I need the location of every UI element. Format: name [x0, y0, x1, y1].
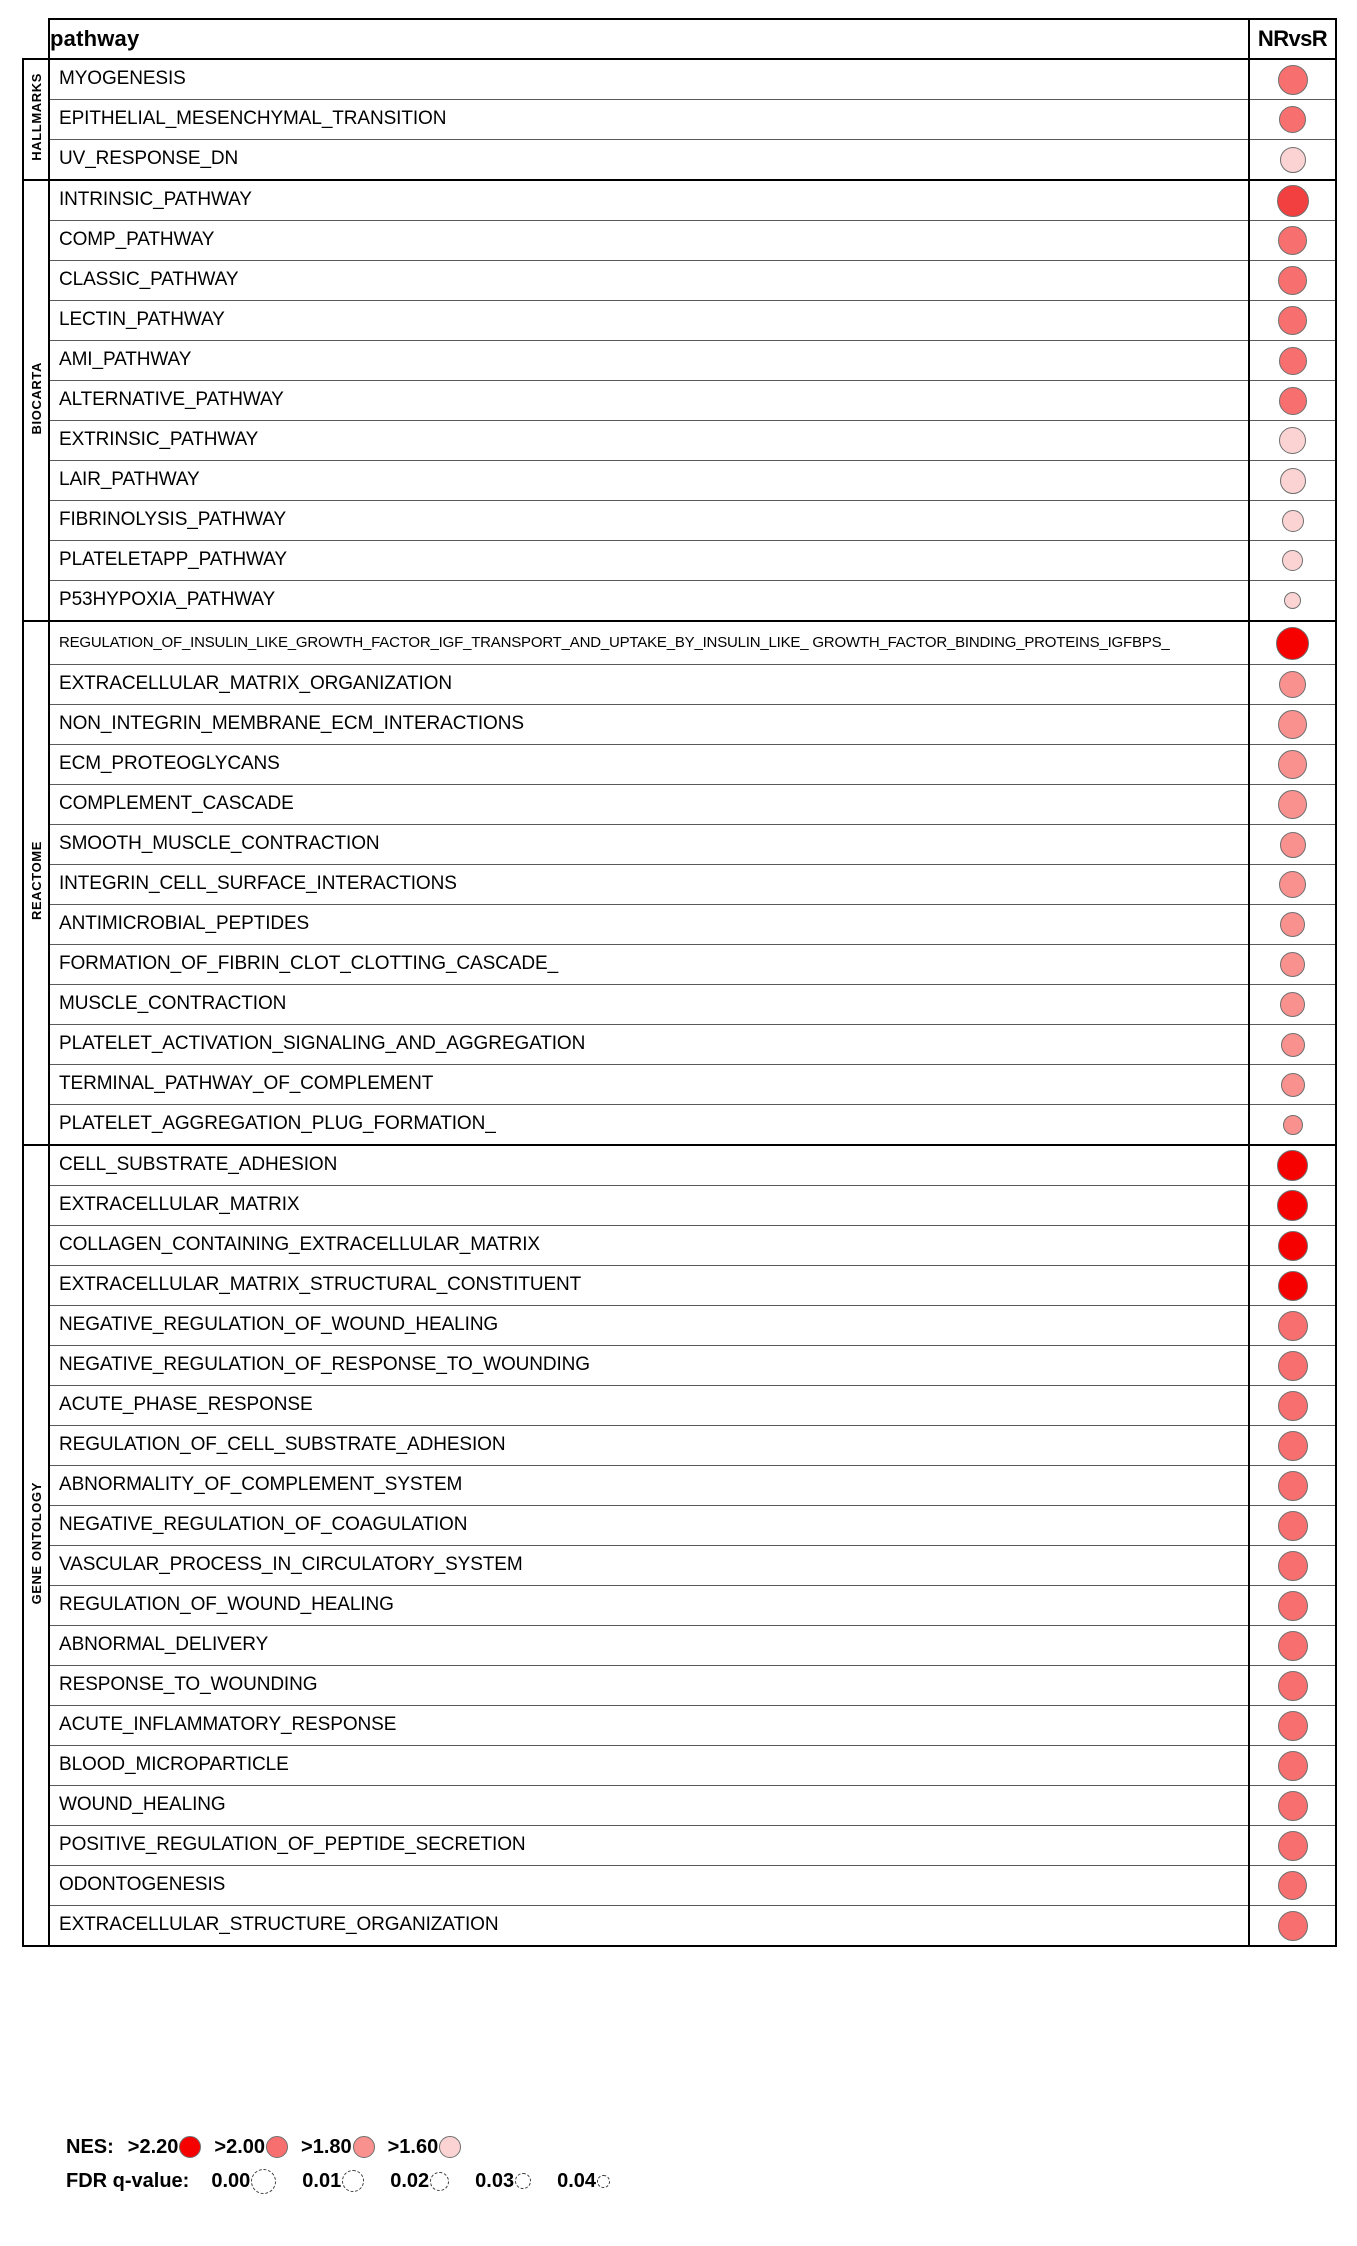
legend-nes-swatch — [353, 2136, 375, 2158]
nes-bubble-marker — [1278, 1391, 1308, 1421]
table-row — [23, 1546, 1336, 1586]
nrvsr-bubble-cell — [1249, 1826, 1336, 1866]
legend-fdr-value: 0.02 — [390, 2169, 430, 2192]
category-label-hallmarks — [23, 59, 49, 180]
nrvsr-bubble-cell — [1249, 140, 1336, 181]
nes-bubble-marker — [1278, 1271, 1308, 1301]
pathway-name-cell: ECM_PROTEOGLYCANS — [49, 745, 1249, 785]
nes-bubble-marker — [1279, 347, 1307, 375]
pathway-name-cell: ALTERNATIVE_PATHWAY — [49, 381, 1249, 421]
pathway-name-cell: COLLAGEN_CONTAINING_EXTRACELLULAR_MATRIX — [49, 1226, 1249, 1266]
nes-bubble-marker — [1279, 871, 1306, 898]
nes-bubble-marker — [1279, 671, 1306, 698]
legend-fdr-value: 0.04 — [557, 2169, 597, 2192]
legend-fdr-size-marker — [597, 2175, 610, 2188]
nes-bubble-marker — [1279, 106, 1306, 133]
nrvsr-bubble-cell — [1249, 1145, 1336, 1186]
pathway-name-cell: WOUND_HEALING — [49, 1786, 1249, 1826]
pathway-name-cell: PLATELETAPP_PATHWAY — [49, 541, 1249, 581]
nes-bubble-marker — [1278, 1431, 1308, 1461]
nes-bubble-marker — [1278, 65, 1308, 95]
table-row — [23, 180, 1336, 221]
pathway-name-cell: CLASSIC_PATHWAY — [49, 261, 1249, 301]
table-row — [23, 1426, 1336, 1466]
nrvsr-bubble-cell — [1249, 1186, 1336, 1226]
pathway-name-cell: NON_INTEGRIN_MEMBRANE_ECM_INTERACTIONS — [49, 705, 1249, 745]
pathway-bubble-table — [22, 18, 1337, 1947]
nrvsr-bubble-cell — [1249, 180, 1336, 221]
nrvsr-bubble-cell — [1249, 665, 1336, 705]
legend-nes-value: >2.00 — [214, 2135, 266, 2158]
table-row — [23, 1666, 1336, 1706]
nrvsr-bubble-cell — [1249, 945, 1336, 985]
nes-bubble-marker — [1278, 266, 1307, 295]
legend-nes-item — [128, 2136, 202, 2159]
pathway-name-cell: BLOOD_MICROPARTICLE — [49, 1746, 1249, 1786]
nrvsr-bubble-cell — [1249, 341, 1336, 381]
legend-fdr-items — [211, 2169, 636, 2194]
table-row — [23, 665, 1336, 705]
legend-nes-item — [301, 2136, 375, 2159]
column-header-pathway: pathway — [49, 19, 1249, 59]
table-row — [23, 140, 1336, 181]
nes-bubble-marker — [1281, 1073, 1305, 1097]
pathway-name-cell: PLATELET_ACTIVATION_SIGNALING_AND_AGGREGATION — [49, 1025, 1249, 1065]
nrvsr-bubble-cell — [1249, 1666, 1336, 1706]
legend-fdr-size-marker — [430, 2172, 449, 2191]
nrvsr-bubble-cell — [1249, 461, 1336, 501]
table-row — [23, 1866, 1336, 1906]
nes-bubble-marker — [1278, 1591, 1308, 1621]
nrvsr-bubble-cell — [1249, 1706, 1336, 1746]
legend-nes-value: >2.20 — [127, 2135, 179, 2158]
legend-fdr-item — [557, 2170, 610, 2193]
pathway-name-cell: RESPONSE_TO_WOUNDING — [49, 1666, 1249, 1706]
table-row — [23, 1186, 1336, 1226]
pathway-name-cell: INTEGRIN_CELL_SURFACE_INTERACTIONS — [49, 865, 1249, 905]
legend-fdr-item — [475, 2170, 531, 2193]
pathway-name-cell: EXTRACELLULAR_MATRIX_STRUCTURAL_CONSTITUENT — [49, 1266, 1249, 1306]
nrvsr-bubble-cell — [1249, 1866, 1336, 1906]
pathway-name-cell: MYOGENESIS — [49, 59, 1249, 100]
nrvsr-bubble-cell — [1249, 501, 1336, 541]
table-row — [23, 1626, 1336, 1666]
pathway-name-cell: ACUTE_PHASE_RESPONSE — [49, 1386, 1249, 1426]
nes-bubble-marker — [1277, 185, 1309, 217]
legend-nes-item — [388, 2136, 462, 2159]
pathway-name-cell: REGULATION_OF_CELL_SUBSTRATE_ADHESION — [49, 1426, 1249, 1466]
legend-nes-value: >1.80 — [301, 2135, 352, 2158]
nes-bubble-marker — [1280, 912, 1305, 937]
nrvsr-bubble-cell — [1249, 621, 1336, 665]
pathway-name-cell: EXTRINSIC_PATHWAY — [49, 421, 1249, 461]
legend-fdr-value: 0.03 — [475, 2169, 515, 2192]
table-row — [23, 261, 1336, 301]
nes-bubble-marker — [1278, 790, 1307, 819]
table-row — [23, 341, 1336, 381]
nrvsr-bubble-cell — [1249, 905, 1336, 945]
legend-nes-items — [128, 2136, 474, 2159]
table-row — [23, 100, 1336, 140]
nrvsr-bubble-cell — [1249, 1266, 1336, 1306]
table-row — [23, 1586, 1336, 1626]
nes-bubble-marker — [1278, 1351, 1308, 1381]
nes-bubble-marker — [1278, 1791, 1308, 1821]
table-row — [23, 1706, 1336, 1746]
legend-fdr-size-marker — [251, 2169, 276, 2194]
legend-fdr-value: 0.01 — [302, 2169, 342, 2192]
pathway-name-cell: INTRINSIC_PATHWAY — [49, 180, 1249, 221]
nrvsr-bubble-cell — [1249, 581, 1336, 622]
table-row — [23, 745, 1336, 785]
nes-bubble-marker — [1279, 427, 1306, 454]
legend-row-fdr — [66, 2164, 1316, 2198]
nrvsr-bubble-cell — [1249, 705, 1336, 745]
pathway-name-cell: ACUTE_INFLAMMATORY_RESPONSE — [49, 1706, 1249, 1746]
table-row — [23, 381, 1336, 421]
nes-bubble-marker — [1278, 1551, 1308, 1581]
legend-fdr-item — [211, 2169, 276, 2194]
pathway-name-cell: EXTRACELLULAR_STRUCTURE_ORGANIZATION — [49, 1906, 1249, 1947]
nrvsr-bubble-cell — [1249, 1626, 1336, 1666]
table-row — [23, 1105, 1336, 1146]
legend-nes-swatch — [266, 2136, 288, 2158]
pathway-name-cell: CELL_SUBSTRATE_ADHESION — [49, 1145, 1249, 1186]
legend-nes-swatch — [439, 2136, 461, 2158]
nes-bubble-marker — [1281, 1033, 1305, 1057]
nes-bubble-marker — [1283, 1115, 1303, 1135]
nrvsr-bubble-cell — [1249, 301, 1336, 341]
table-row — [23, 705, 1336, 745]
nes-bubble-marker — [1279, 387, 1307, 415]
category-label-text: BIOCARTA — [28, 361, 44, 435]
figure-legend — [66, 2130, 1316, 2198]
nrvsr-bubble-cell — [1249, 421, 1336, 461]
nes-bubble-marker — [1278, 1711, 1308, 1741]
table-row — [23, 865, 1336, 905]
table-row — [23, 905, 1336, 945]
pathway-name-cell: LECTIN_PATHWAY — [49, 301, 1249, 341]
table-row — [23, 1506, 1336, 1546]
table-row — [23, 1906, 1336, 1947]
table-row — [23, 785, 1336, 825]
nrvsr-bubble-cell — [1249, 1346, 1336, 1386]
pathway-name-cell: EPITHELIAL_MESENCHYMAL_TRANSITION — [49, 100, 1249, 140]
category-label-gene-ontology — [23, 1145, 49, 1946]
table-row — [23, 1466, 1336, 1506]
pathway-name-cell: EXTRACELLULAR_MATRIX — [49, 1186, 1249, 1226]
nes-bubble-marker — [1278, 1511, 1308, 1541]
pathway-name-cell: EXTRACELLULAR_MATRIX_ORGANIZATION — [49, 665, 1249, 705]
table-row — [23, 1266, 1336, 1306]
pathway-name-cell: MUSCLE_CONTRACTION — [49, 985, 1249, 1025]
nes-bubble-marker — [1280, 468, 1306, 494]
table-row — [23, 1346, 1336, 1386]
pathway-name-cell: UV_RESPONSE_DN — [49, 140, 1249, 181]
nes-bubble-marker — [1277, 1190, 1308, 1221]
table-row — [23, 1145, 1336, 1186]
nes-bubble-marker — [1278, 306, 1307, 335]
nrvsr-bubble-cell — [1249, 221, 1336, 261]
nes-bubble-marker — [1278, 1871, 1307, 1900]
legend-fdr-label: FDR q-value: — [66, 2169, 190, 2192]
nes-bubble-marker — [1278, 1471, 1308, 1501]
legend-fdr-value: 0.00 — [211, 2169, 251, 2192]
table-row — [23, 1306, 1336, 1346]
nes-bubble-marker — [1278, 750, 1307, 779]
pathway-table-container — [22, 18, 1335, 1947]
nes-bubble-marker — [1280, 147, 1306, 173]
pathway-name-cell: NEGATIVE_REGULATION_OF_WOUND_HEALING — [49, 1306, 1249, 1346]
pathway-name-cell: AMI_PATHWAY — [49, 341, 1249, 381]
nrvsr-bubble-cell — [1249, 1466, 1336, 1506]
category-label-reactome — [23, 621, 49, 1145]
pathway-name-cell: FORMATION_OF_FIBRIN_CLOT_CLOTTING_CASCADE_ — [49, 945, 1249, 985]
table-header-row — [23, 19, 1336, 59]
nrvsr-bubble-cell — [1249, 1746, 1336, 1786]
legend-fdr-item — [390, 2170, 449, 2193]
nrvsr-bubble-cell — [1249, 1306, 1336, 1346]
pathway-name-cell: ABNORMAL_DELIVERY — [49, 1626, 1249, 1666]
nrvsr-bubble-cell — [1249, 865, 1336, 905]
legend-fdr-size-marker — [515, 2173, 531, 2189]
nrvsr-bubble-cell — [1249, 261, 1336, 301]
table-row — [23, 985, 1336, 1025]
pathway-name-cell: LAIR_PATHWAY — [49, 461, 1249, 501]
category-label-text: REACTOME — [28, 841, 44, 920]
nes-bubble-marker — [1278, 1671, 1308, 1701]
nes-bubble-marker — [1277, 1150, 1308, 1181]
legend-nes-label: NES: — [66, 2135, 114, 2158]
legend-nes-item — [214, 2136, 288, 2159]
pathway-name-cell: REGULATION_OF_WOUND_HEALING — [49, 1586, 1249, 1626]
nrvsr-bubble-cell — [1249, 1065, 1336, 1105]
nrvsr-bubble-cell — [1249, 1426, 1336, 1466]
nes-bubble-marker — [1278, 1631, 1308, 1661]
table-row — [23, 581, 1336, 622]
nrvsr-bubble-cell — [1249, 59, 1336, 100]
table-row — [23, 1025, 1336, 1065]
table-row — [23, 59, 1336, 100]
pathway-name-cell: PLATELET_AGGREGATION_PLUG_FORMATION_ — [49, 1105, 1249, 1146]
nes-bubble-marker — [1280, 832, 1306, 858]
table-row — [23, 621, 1336, 665]
table-row — [23, 221, 1336, 261]
nrvsr-bubble-cell — [1249, 1546, 1336, 1586]
legend-nes-swatch — [179, 2136, 201, 2158]
table-row — [23, 1065, 1336, 1105]
nes-bubble-marker — [1284, 592, 1301, 609]
table-body — [23, 19, 1336, 1946]
nrvsr-bubble-cell — [1249, 381, 1336, 421]
nes-bubble-marker — [1278, 710, 1307, 739]
table-row — [23, 461, 1336, 501]
nrvsr-bubble-cell — [1249, 745, 1336, 785]
pathway-name-cell: REGULATION_OF_INSULIN_LIKE_GROWTH_FACTOR_IGF_TRANSPORT_AND_UPTAKE_BY_INSULIN_LIKE_ GROWTH_FACTOR_BINDING_PROTEINS_IGFBPS_ — [49, 621, 1249, 665]
table-row — [23, 1226, 1336, 1266]
nes-bubble-marker — [1278, 1911, 1308, 1941]
legend-nes-value: >1.60 — [387, 2135, 439, 2158]
table-row — [23, 541, 1336, 581]
table-row — [23, 1826, 1336, 1866]
nes-bubble-marker — [1280, 992, 1305, 1017]
nes-bubble-marker — [1282, 510, 1304, 532]
pathway-name-cell: NEGATIVE_REGULATION_OF_COAGULATION — [49, 1506, 1249, 1546]
nes-bubble-marker — [1278, 226, 1307, 255]
nrvsr-bubble-cell — [1249, 1586, 1336, 1626]
pathway-name-cell: ODONTOGENESIS — [49, 1866, 1249, 1906]
pathway-name-cell: VASCULAR_PROCESS_IN_CIRCULATORY_SYSTEM — [49, 1546, 1249, 1586]
nes-bubble-marker — [1278, 1231, 1308, 1261]
table-row — [23, 945, 1336, 985]
nes-bubble-marker — [1278, 1311, 1308, 1341]
category-label-text: GENE ONTOLOGY — [28, 1481, 44, 1605]
nrvsr-bubble-cell — [1249, 785, 1336, 825]
pathway-name-cell: SMOOTH_MUSCLE_CONTRACTION — [49, 825, 1249, 865]
nes-bubble-marker — [1278, 1831, 1308, 1861]
table-row — [23, 501, 1336, 541]
nrvsr-bubble-cell — [1249, 1386, 1336, 1426]
category-label-biocarta — [23, 180, 49, 621]
nrvsr-bubble-cell — [1249, 985, 1336, 1025]
pathway-name-cell: COMP_PATHWAY — [49, 221, 1249, 261]
nrvsr-bubble-cell — [1249, 1906, 1336, 1947]
table-row — [23, 301, 1336, 341]
pathway-name-cell: FIBRINOLYSIS_PATHWAY — [49, 501, 1249, 541]
header-corner-spacer — [23, 19, 49, 59]
pathway-name-cell: ANTIMICROBIAL_PEPTIDES — [49, 905, 1249, 945]
table-row — [23, 1386, 1336, 1426]
nrvsr-bubble-cell — [1249, 825, 1336, 865]
table-row — [23, 825, 1336, 865]
nes-bubble-marker — [1276, 627, 1309, 660]
legend-fdr-size-marker — [342, 2170, 364, 2192]
nrvsr-bubble-cell — [1249, 541, 1336, 581]
pathway-name-cell: ABNORMALITY_OF_COMPLEMENT_SYSTEM — [49, 1466, 1249, 1506]
table-row — [23, 1746, 1336, 1786]
nrvsr-bubble-cell — [1249, 100, 1336, 140]
nes-bubble-marker — [1278, 1751, 1308, 1781]
table-row — [23, 421, 1336, 461]
legend-row-nes — [66, 2130, 1316, 2164]
nrvsr-bubble-cell — [1249, 1025, 1336, 1065]
pathway-name-cell: P53HYPOXIA_PATHWAY — [49, 581, 1249, 622]
nes-bubble-marker — [1282, 550, 1303, 571]
nrvsr-bubble-cell — [1249, 1105, 1336, 1146]
column-header-nrvsr: NRvsR — [1249, 19, 1336, 59]
nrvsr-bubble-cell — [1249, 1506, 1336, 1546]
pathway-name-cell: TERMINAL_PATHWAY_OF_COMPLEMENT — [49, 1065, 1249, 1105]
pathway-name-cell: COMPLEMENT_CASCADE — [49, 785, 1249, 825]
nes-bubble-marker — [1280, 952, 1305, 977]
nrvsr-bubble-cell — [1249, 1226, 1336, 1266]
category-label-text: HALLMARKS — [28, 73, 44, 161]
pathway-name-cell: NEGATIVE_REGULATION_OF_RESPONSE_TO_WOUNDING — [49, 1346, 1249, 1386]
pathway-name-cell: POSITIVE_REGULATION_OF_PEPTIDE_SECRETION — [49, 1826, 1249, 1866]
legend-fdr-item — [302, 2170, 364, 2193]
nrvsr-bubble-cell — [1249, 1786, 1336, 1826]
table-row — [23, 1786, 1336, 1826]
